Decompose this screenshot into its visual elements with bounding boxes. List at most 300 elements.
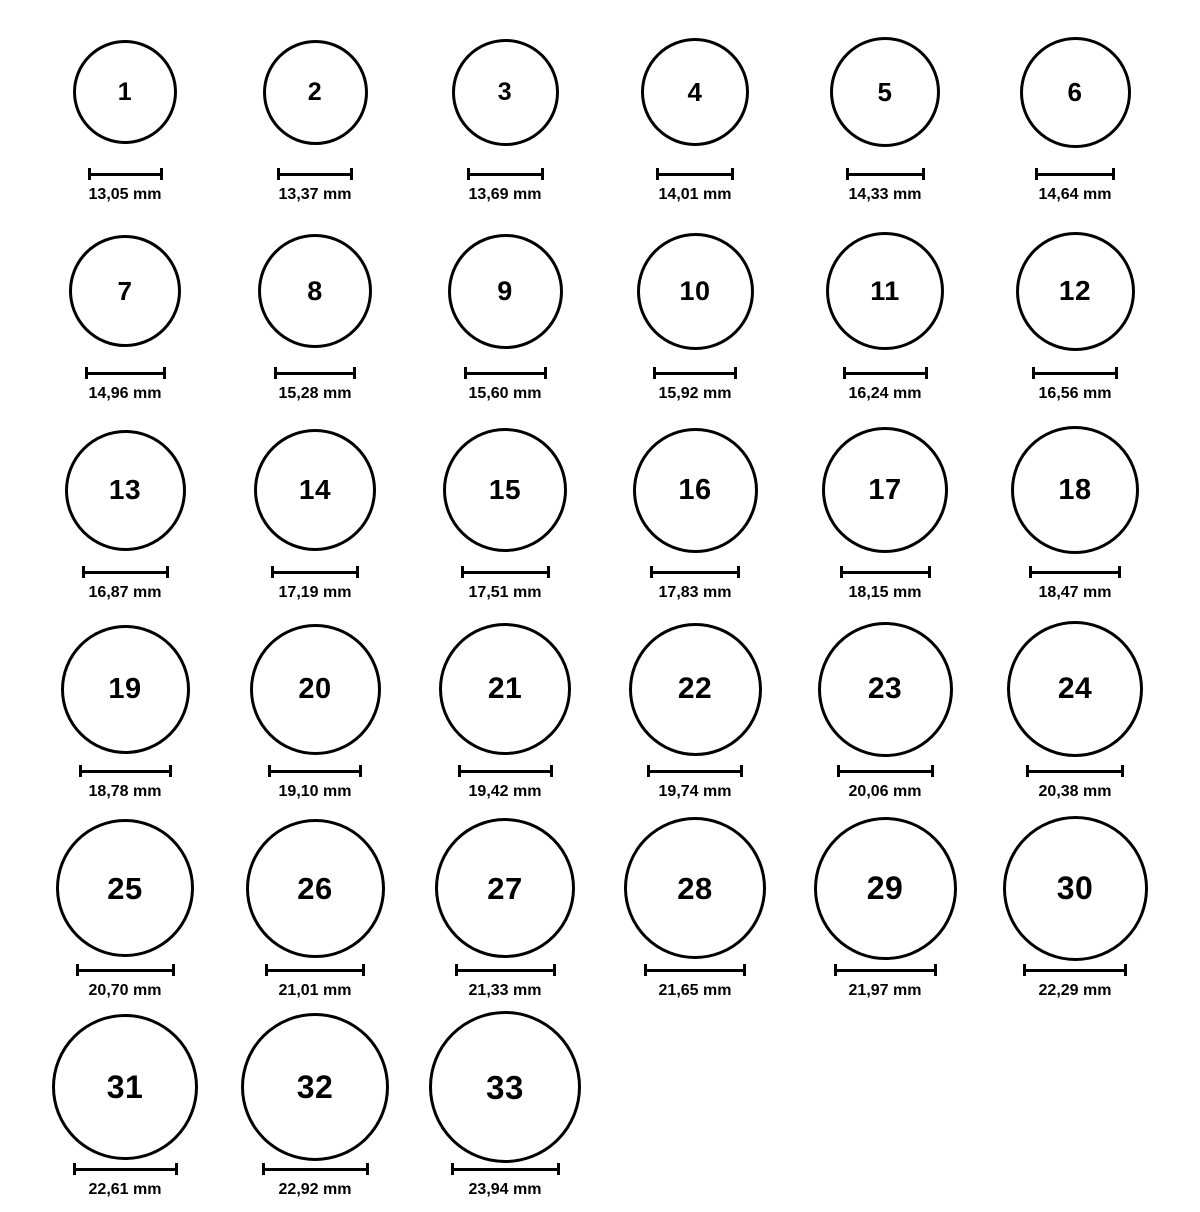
- caliper-tick-right: [172, 964, 175, 976]
- ring-circle: [624, 817, 766, 959]
- ring-size-number: 30: [1056, 870, 1094, 906]
- ring-size-cell: [30, 217, 220, 416]
- diameter-measure: [837, 765, 934, 801]
- ring-size-number: 4: [687, 77, 703, 107]
- diameter-measure: [88, 168, 163, 204]
- ring-circle: [452, 39, 559, 146]
- ring-size-cell: [30, 814, 220, 1013]
- caliper-tick-right: [1124, 964, 1127, 976]
- ring-size-number: 32: [296, 1069, 334, 1105]
- caliper-bar: [455, 969, 556, 972]
- caliper-bar: [277, 173, 353, 176]
- caliper-bar: [653, 372, 737, 375]
- caliper-bar: [458, 770, 553, 773]
- ring-size-number: 26: [297, 870, 333, 906]
- ring-size-cell: [980, 814, 1170, 1013]
- ring-circle: [246, 819, 385, 958]
- diameter-measure: [265, 964, 365, 1000]
- caliper-icon: [644, 964, 746, 976]
- ring-circle: [1016, 232, 1135, 351]
- ring-circle-wrapper: [814, 814, 957, 962]
- caliper-tick-left: [1029, 566, 1032, 578]
- diameter-label: 18,15 mm: [848, 584, 922, 601]
- ring-circle-wrapper: [56, 814, 194, 962]
- ring-size-number: 25: [107, 870, 143, 906]
- caliper-tick-left: [464, 367, 467, 379]
- ring-size-number: 12: [1058, 275, 1092, 306]
- diameter-label: 15,28 mm: [278, 385, 352, 402]
- ring-size-cell: [30, 1013, 220, 1212]
- diameter-measure: [455, 964, 556, 1000]
- caliper-bar: [1035, 173, 1115, 176]
- caliper-icon: [265, 964, 365, 976]
- ring-size-cell: [790, 217, 980, 416]
- ring-circle-wrapper: [830, 18, 940, 166]
- ring-circle: [1020, 37, 1131, 148]
- caliper-tick-left: [268, 765, 271, 777]
- ring-circle: [73, 40, 177, 144]
- ring-size-number: 20: [298, 672, 332, 705]
- diameter-label: 17,51 mm: [468, 584, 542, 601]
- ring-size-number: 13: [108, 474, 142, 505]
- diameter-measure: [1029, 566, 1121, 602]
- caliper-tick-right: [731, 168, 734, 180]
- ring-circle: [241, 1013, 389, 1161]
- ring-circle: [254, 429, 376, 551]
- ring-circle-wrapper: [246, 814, 385, 962]
- ring-circle-wrapper: [818, 615, 953, 763]
- ring-size-cell: [600, 217, 790, 416]
- ring-circle-wrapper: [69, 217, 181, 365]
- diameter-measure: [843, 367, 928, 403]
- ring-circle: [56, 819, 194, 957]
- ring-size-number: 23: [867, 672, 903, 705]
- ring-size-cell: [980, 615, 1170, 814]
- caliper-bar: [656, 173, 734, 176]
- caliper-tick-left: [834, 964, 837, 976]
- ring-circle-wrapper: [1011, 416, 1139, 564]
- ring-circle: [1007, 621, 1143, 757]
- caliper-tick-right: [359, 765, 362, 777]
- ring-size-cell: [790, 814, 980, 1013]
- diameter-label: 23,94 mm: [468, 1181, 542, 1198]
- ring-circle: [443, 428, 567, 552]
- ring-size-cell: [220, 615, 410, 814]
- ring-size-number: 8: [307, 275, 323, 306]
- ring-size-cell: [600, 18, 790, 217]
- caliper-tick-left: [461, 566, 464, 578]
- caliper-icon: [843, 367, 928, 379]
- ring-size-number: 1: [117, 77, 133, 106]
- caliper-tick-right: [163, 367, 166, 379]
- ring-circle-wrapper: [624, 814, 766, 962]
- caliper-icon: [277, 168, 353, 180]
- ring-size-cell: [220, 217, 410, 416]
- caliper-bar: [73, 1168, 178, 1171]
- diameter-measure: [274, 367, 356, 403]
- ring-circle-wrapper: [65, 416, 186, 564]
- caliper-icon: [467, 168, 544, 180]
- caliper-tick-right: [557, 1163, 560, 1175]
- caliper-tick-right: [353, 367, 356, 379]
- caliper-icon: [76, 964, 175, 976]
- ring-circle: [52, 1014, 198, 1160]
- diameter-measure: [458, 765, 553, 801]
- ring-circle: [818, 622, 953, 757]
- ring-size-cell: [410, 416, 600, 615]
- caliper-bar: [1032, 372, 1118, 375]
- ring-circle-wrapper: [263, 18, 368, 166]
- ring-size-number: 33: [486, 1068, 524, 1106]
- caliper-tick-left: [1032, 367, 1035, 379]
- ring-size-number: 2: [307, 77, 323, 106]
- caliper-bar: [647, 770, 743, 773]
- caliper-bar: [1023, 969, 1127, 972]
- diameter-measure: [451, 1163, 560, 1199]
- ring-size-cell: [600, 416, 790, 615]
- caliper-tick-left: [88, 168, 91, 180]
- caliper-tick-left: [846, 168, 849, 180]
- ring-circle-wrapper: [443, 416, 567, 564]
- caliper-icon: [1035, 168, 1115, 180]
- diameter-measure: [85, 367, 166, 403]
- diameter-label: 13,69 mm: [468, 186, 542, 203]
- diameter-label: 20,06 mm: [848, 783, 922, 800]
- ring-circle-wrapper: [429, 1013, 581, 1161]
- ring-size-number: 18: [1058, 473, 1092, 506]
- caliper-tick-right: [1121, 765, 1124, 777]
- diameter-label: 20,70 mm: [88, 982, 162, 999]
- diameter-measure: [467, 168, 544, 204]
- diameter-label: 15,60 mm: [468, 385, 542, 402]
- caliper-tick-right: [925, 367, 928, 379]
- caliper-tick-left: [73, 1163, 76, 1175]
- diameter-label: 21,33 mm: [468, 982, 542, 999]
- caliper-tick-right: [734, 367, 737, 379]
- caliper-tick-left: [277, 168, 280, 180]
- caliper-bar: [467, 173, 544, 176]
- ring-size-number: 28: [677, 870, 713, 906]
- caliper-tick-left: [656, 168, 659, 180]
- ring-circle-wrapper: [448, 217, 563, 365]
- ring-circle: [439, 623, 571, 755]
- caliper-tick-right: [1112, 168, 1115, 180]
- caliper-tick-left: [265, 964, 268, 976]
- ring-circle: [250, 624, 381, 755]
- ring-circle-wrapper: [241, 1013, 389, 1161]
- caliper-tick-right: [931, 765, 934, 777]
- caliper-tick-left: [271, 566, 274, 578]
- ring-size-number: 29: [866, 870, 904, 906]
- ring-size-cell: [410, 615, 600, 814]
- caliper-tick-left: [1023, 964, 1026, 976]
- ring-circle-wrapper: [73, 18, 177, 166]
- ring-circle: [1011, 426, 1139, 554]
- ring-size-cell: [410, 1013, 600, 1212]
- diameter-label: 14,96 mm: [88, 385, 162, 402]
- caliper-bar: [268, 770, 362, 773]
- ring-size-cell: [790, 416, 980, 615]
- ring-circle-wrapper: [452, 18, 559, 166]
- caliper-tick-right: [362, 964, 365, 976]
- caliper-icon: [88, 168, 163, 180]
- caliper-tick-left: [1035, 168, 1038, 180]
- ring-circle: [263, 40, 368, 145]
- caliper-tick-right: [1118, 566, 1121, 578]
- caliper-tick-right: [544, 367, 547, 379]
- ring-circle-wrapper: [258, 217, 372, 365]
- caliper-bar: [262, 1168, 369, 1171]
- caliper-bar: [846, 173, 925, 176]
- caliper-bar: [650, 571, 740, 574]
- caliper-icon: [458, 765, 553, 777]
- diameter-measure: [656, 168, 734, 204]
- ring-size-number: 3: [497, 77, 513, 106]
- diameter-measure: [1026, 765, 1124, 801]
- ring-circle: [448, 234, 563, 349]
- ring-size-cell: [220, 18, 410, 217]
- diameter-measure: [834, 964, 937, 1000]
- ring-size-number: 19: [108, 672, 142, 705]
- ring-size-cell: [220, 416, 410, 615]
- ring-circle-wrapper: [822, 416, 948, 564]
- ring-size-number: 27: [487, 870, 523, 906]
- caliper-icon: [840, 566, 931, 578]
- diameter-label: 14,33 mm: [848, 186, 922, 203]
- caliper-bar: [837, 770, 934, 773]
- caliper-icon: [647, 765, 743, 777]
- caliper-bar: [265, 969, 365, 972]
- ring-circle: [814, 817, 957, 960]
- diameter-label: 14,01 mm: [658, 186, 732, 203]
- caliper-tick-right: [550, 765, 553, 777]
- diameter-measure: [79, 765, 172, 801]
- ring-size-cell: [30, 615, 220, 814]
- diameter-label: 18,47 mm: [1038, 584, 1112, 601]
- caliper-icon: [274, 367, 356, 379]
- diameter-label: 17,19 mm: [278, 584, 352, 601]
- diameter-label: 16,24 mm: [848, 385, 922, 402]
- ring-size-cell: [790, 615, 980, 814]
- ring-circle: [435, 818, 575, 958]
- ring-circle: [633, 428, 758, 553]
- diameter-measure: [73, 1163, 178, 1199]
- diameter-label: 19,74 mm: [658, 783, 732, 800]
- caliper-icon: [451, 1163, 560, 1175]
- ring-circle-wrapper: [633, 416, 758, 564]
- ring-circle-wrapper: [61, 615, 190, 763]
- ring-circle-wrapper: [52, 1013, 198, 1161]
- caliper-tick-right: [922, 168, 925, 180]
- caliper-icon: [656, 168, 734, 180]
- caliper-bar: [1026, 770, 1124, 773]
- caliper-bar: [79, 770, 172, 773]
- diameter-measure: [461, 566, 550, 602]
- ring-size-number: 24: [1057, 672, 1093, 705]
- ring-size-number: 6: [1067, 77, 1083, 107]
- ring-size-number: 9: [497, 275, 513, 306]
- caliper-bar: [464, 372, 547, 375]
- caliper-tick-left: [843, 367, 846, 379]
- ring-size-number: 16: [678, 473, 712, 506]
- caliper-bar: [834, 969, 937, 972]
- ring-size-cell: [980, 18, 1170, 217]
- caliper-tick-right: [1115, 367, 1118, 379]
- diameter-measure: [268, 765, 362, 801]
- caliper-tick-right: [928, 566, 931, 578]
- ring-circle-wrapper: [826, 217, 944, 365]
- ring-circle: [69, 235, 181, 347]
- ring-circle: [65, 430, 186, 551]
- caliper-icon: [1032, 367, 1118, 379]
- ring-circle-wrapper: [641, 18, 749, 166]
- ring-size-number: 31: [106, 1069, 144, 1105]
- caliper-tick-right: [366, 1163, 369, 1175]
- ring-circle: [1003, 816, 1148, 961]
- ring-size-cell: [410, 18, 600, 217]
- caliper-icon: [79, 765, 172, 777]
- caliper-tick-right: [350, 168, 353, 180]
- caliper-tick-left: [458, 765, 461, 777]
- caliper-tick-left: [644, 964, 647, 976]
- diameter-label: 15,92 mm: [658, 385, 732, 402]
- diameter-label: 21,97 mm: [848, 982, 922, 999]
- diameter-label: 18,78 mm: [88, 783, 162, 800]
- ring-size-cell: [790, 18, 980, 217]
- diameter-measure: [464, 367, 547, 403]
- caliper-tick-left: [653, 367, 656, 379]
- caliper-bar: [461, 571, 550, 574]
- diameter-label: 19,10 mm: [278, 783, 352, 800]
- caliper-tick-left: [467, 168, 470, 180]
- caliper-bar: [451, 1168, 560, 1171]
- caliper-icon: [262, 1163, 369, 1175]
- diameter-measure: [271, 566, 359, 602]
- caliper-tick-right: [553, 964, 556, 976]
- ring-size-number: 17: [868, 473, 902, 506]
- ring-size-cell: [220, 1013, 410, 1212]
- ring-size-number: 5: [877, 77, 893, 107]
- diameter-label: 20,38 mm: [1038, 783, 1112, 800]
- diameter-measure: [82, 566, 169, 602]
- caliper-icon: [834, 964, 937, 976]
- ring-size-cell: [980, 416, 1170, 615]
- ring-size-number: 10: [679, 275, 711, 306]
- diameter-label: 22,92 mm: [278, 1181, 352, 1198]
- caliper-icon: [1026, 765, 1124, 777]
- caliper-tick-left: [85, 367, 88, 379]
- diameter-measure: [650, 566, 740, 602]
- diameter-measure: [277, 168, 353, 204]
- ring-circle: [637, 233, 754, 350]
- caliper-bar: [644, 969, 746, 972]
- caliper-bar: [1029, 571, 1121, 574]
- diameter-label: 22,29 mm: [1038, 982, 1112, 999]
- caliper-icon: [268, 765, 362, 777]
- diameter-measure: [653, 367, 737, 403]
- caliper-tick-right: [541, 168, 544, 180]
- ring-circle: [830, 37, 940, 147]
- diameter-measure: [647, 765, 743, 801]
- caliper-tick-left: [451, 1163, 454, 1175]
- caliper-tick-right: [547, 566, 550, 578]
- caliper-tick-right: [169, 765, 172, 777]
- caliper-tick-right: [740, 765, 743, 777]
- caliper-icon: [461, 566, 550, 578]
- caliper-tick-left: [837, 765, 840, 777]
- ring-circle-wrapper: [250, 615, 381, 763]
- caliper-bar: [82, 571, 169, 574]
- caliper-tick-left: [79, 765, 82, 777]
- diameter-label: 21,01 mm: [278, 982, 352, 999]
- caliper-tick-right: [934, 964, 937, 976]
- ring-circle-wrapper: [439, 615, 571, 763]
- caliper-icon: [82, 566, 169, 578]
- caliper-bar: [271, 571, 359, 574]
- ring-circle: [61, 625, 190, 754]
- caliper-tick-left: [1026, 765, 1029, 777]
- caliper-bar: [840, 571, 931, 574]
- diameter-measure: [76, 964, 175, 1000]
- ring-circle: [822, 427, 948, 553]
- ring-circle-wrapper: [1007, 615, 1143, 763]
- caliper-bar: [85, 372, 166, 375]
- diameter-measure: [1023, 964, 1127, 1000]
- caliper-tick-left: [455, 964, 458, 976]
- diameter-measure: [644, 964, 746, 1000]
- ring-size-cell: [410, 217, 600, 416]
- caliper-tick-right: [175, 1163, 178, 1175]
- diameter-label: 16,87 mm: [88, 584, 162, 601]
- caliper-icon: [650, 566, 740, 578]
- caliper-tick-right: [737, 566, 740, 578]
- diameter-label: 22,61 mm: [88, 1181, 162, 1198]
- caliper-icon: [271, 566, 359, 578]
- caliper-icon: [73, 1163, 178, 1175]
- caliper-tick-right: [356, 566, 359, 578]
- ring-circle: [641, 38, 749, 146]
- caliper-icon: [85, 367, 166, 379]
- caliper-bar: [843, 372, 928, 375]
- caliper-tick-left: [650, 566, 653, 578]
- ring-circle-wrapper: [629, 615, 762, 763]
- caliper-tick-right: [743, 964, 746, 976]
- caliper-bar: [274, 372, 356, 375]
- ring-size-cell: [30, 416, 220, 615]
- ring-circle-wrapper: [1003, 814, 1148, 962]
- caliper-tick-left: [840, 566, 843, 578]
- diameter-label: 13,05 mm: [88, 186, 162, 203]
- caliper-icon: [455, 964, 556, 976]
- caliper-tick-left: [262, 1163, 265, 1175]
- diameter-measure: [1035, 168, 1115, 204]
- caliper-icon: [653, 367, 737, 379]
- ring-size-number: 11: [870, 275, 900, 306]
- ring-size-cell: [600, 615, 790, 814]
- ring-circle: [429, 1011, 581, 1163]
- caliper-tick-left: [76, 964, 79, 976]
- ring-circle: [826, 232, 944, 350]
- ring-circle-wrapper: [1020, 18, 1131, 166]
- caliper-tick-left: [647, 765, 650, 777]
- ring-size-grid: [30, 18, 1170, 1212]
- diameter-label: 16,56 mm: [1038, 385, 1112, 402]
- caliper-tick-right: [160, 168, 163, 180]
- diameter-measure: [840, 566, 931, 602]
- ring-circle-wrapper: [1016, 217, 1135, 365]
- ring-size-number: 22: [677, 672, 713, 705]
- diameter-measure: [846, 168, 925, 204]
